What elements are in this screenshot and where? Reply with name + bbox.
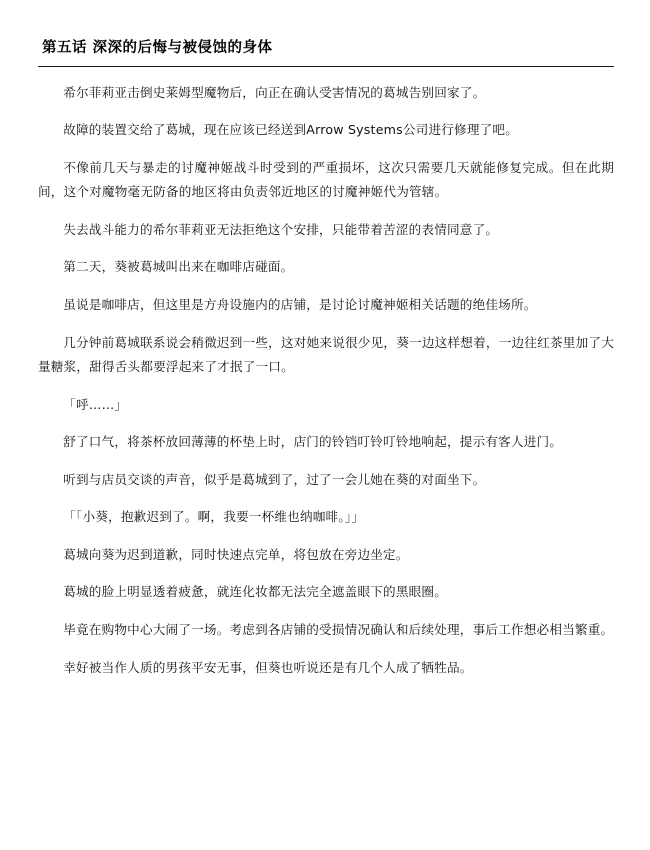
paragraph: 虽说是咖啡店，但这里是方舟设施内的店铺，是讨论讨魔神姬相关话题的绝佳场所。 — [63, 297, 537, 313]
paragraph: 第二天，葵被葛城叫出来在咖啡店碰面。 — [63, 259, 294, 275]
paragraph-dialogue: 「呼……」 — [63, 396, 128, 412]
paragraph: 故障的装置交给了葛城，现在应该已经送到Arrow Systems公司进行修理了吧。 — [63, 122, 519, 138]
paragraph: 幸好被当作人质的男孩平安无事，但葵也听说还是有几个人成了牺牲品。 — [63, 659, 473, 675]
paragraph: 听到与店员交谈的声音，似乎是葛城到了，过了一会儿她在葵的对面坐下。 — [63, 471, 486, 487]
paragraph: 葛城向葵为迟到道歉，同时快速点完单，将包放在旁边坐定。 — [63, 546, 409, 562]
paragraph: 舒了口气，将茶杯放回薄薄的杯垫上时，店门的铃铛叮铃叮铃地响起，提示有客人进门。 — [63, 434, 563, 450]
page-title: 第五话 深深的后悔与被侵蚀的身体 — [42, 40, 273, 56]
paragraph: 葛城的脸上明显透着疲惫，就连化妆都无法完全遮盖眼下的黑眼圈。 — [63, 584, 447, 600]
paragraph-dialogue: 「「小葵，抱歉迟到了。啊，我要一杯维也纳咖啡。」」 — [63, 509, 365, 525]
document-body — [38, 81, 614, 680]
paragraph: 失去战斗能力的希尔菲莉亚无法拒绝这个安排，只能带着苦涩的表情同意了。 — [63, 221, 499, 237]
paragraph: 毕竟在购物中心大闹了一场。考虑到各店铺的受损情况确认和后续处理，事后工作想必相当繁重。 — [63, 621, 614, 637]
paragraph: 不像前几天与暴走的讨魔神姬战斗时受到的严重损坏，这次只需要几天就能修复完成。但在此期间，这个对魔物毫无防备的地区将由负责邻近地区的讨魔神姬代为管辖。 — [38, 159, 614, 200]
paragraph: 几分钟前葛城联系说会稍微迟到一些，这对她来说很少见，葵一边这样想着，一边往红茶里加了大量糖浆，甜得舌头都要浮起来了才抿了一口。 — [38, 334, 614, 375]
paragraph: 希尔菲莉亚击倒史莱姆型魔物后，向正在确认受害情况的葛城告别回家了。 — [63, 84, 486, 100]
title-divider — [38, 66, 614, 67]
